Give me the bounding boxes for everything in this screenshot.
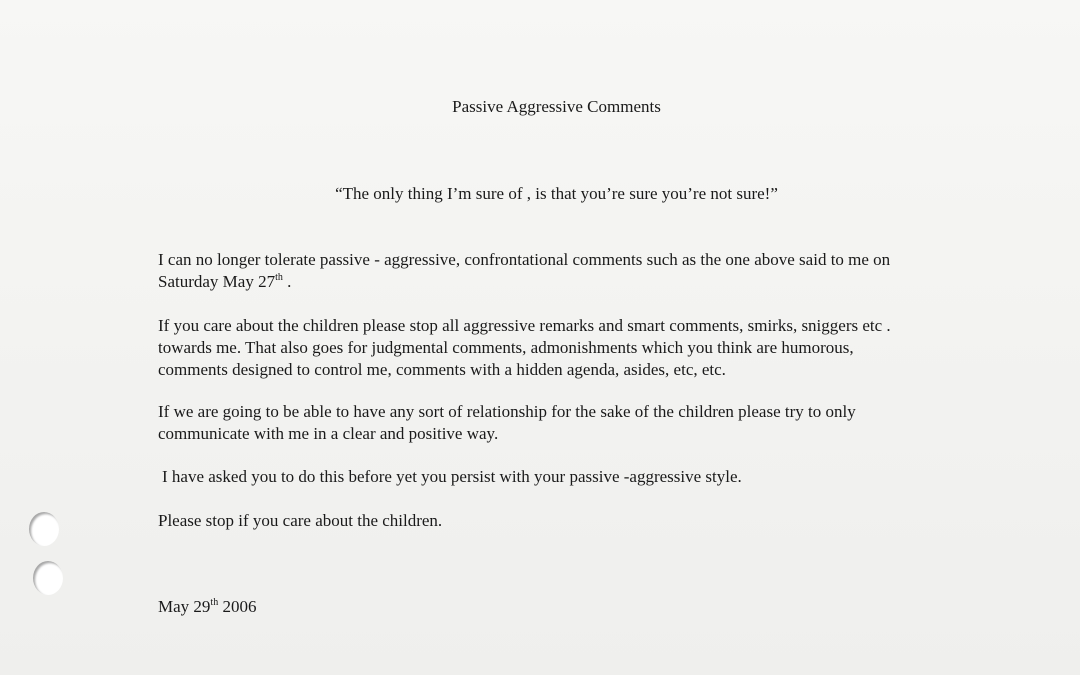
- paragraph-line: Saturday May 27: [158, 272, 276, 291]
- paragraph-line: towards me. That also goes for judgmental comments, admonishments which you think are humorous,: [158, 338, 854, 357]
- document-title: Passive Aggressive Comments: [452, 97, 661, 116]
- paragraph-line: I can no longer tolerate passive - aggressive, confrontational comments such as the one above said to me on: [158, 250, 891, 269]
- document-date: [158, 596, 978, 618]
- paragraph-line: If you care about the children please stop all aggressive remarks and smart comments, smirks, sniggers etc .: [158, 316, 891, 335]
- binder-hole: [33, 561, 63, 595]
- paragraph-line: .: [282, 272, 292, 291]
- paragraph-relationship: [158, 401, 978, 445]
- ordinal-suffix: th: [275, 272, 283, 283]
- paragraph-line: comments designed to control me, comments with a hidden agenda, asides, etc, etc.: [158, 360, 726, 379]
- date-text: 2006: [218, 597, 257, 616]
- paragraph-line: If we are going to be able to have any sort of relationship for the sake of the children please try to only: [158, 402, 856, 421]
- ordinal-suffix: th: [210, 597, 219, 608]
- quoted-comment: “The only thing I’m sure of , is that you’re sure you’re not sure!”: [335, 184, 778, 203]
- paragraph-intolerance: [158, 249, 978, 293]
- date-text: May 29: [158, 597, 211, 616]
- paragraph-persist: I have asked you to do this before yet you persist with your passive -aggressive style.: [162, 467, 742, 486]
- paragraph-line: communicate with me in a clear and positive way.: [158, 424, 499, 443]
- paragraph-closing: Please stop if you care about the children.: [158, 511, 443, 530]
- paragraph-request: [158, 315, 978, 381]
- binder-hole: [29, 512, 59, 546]
